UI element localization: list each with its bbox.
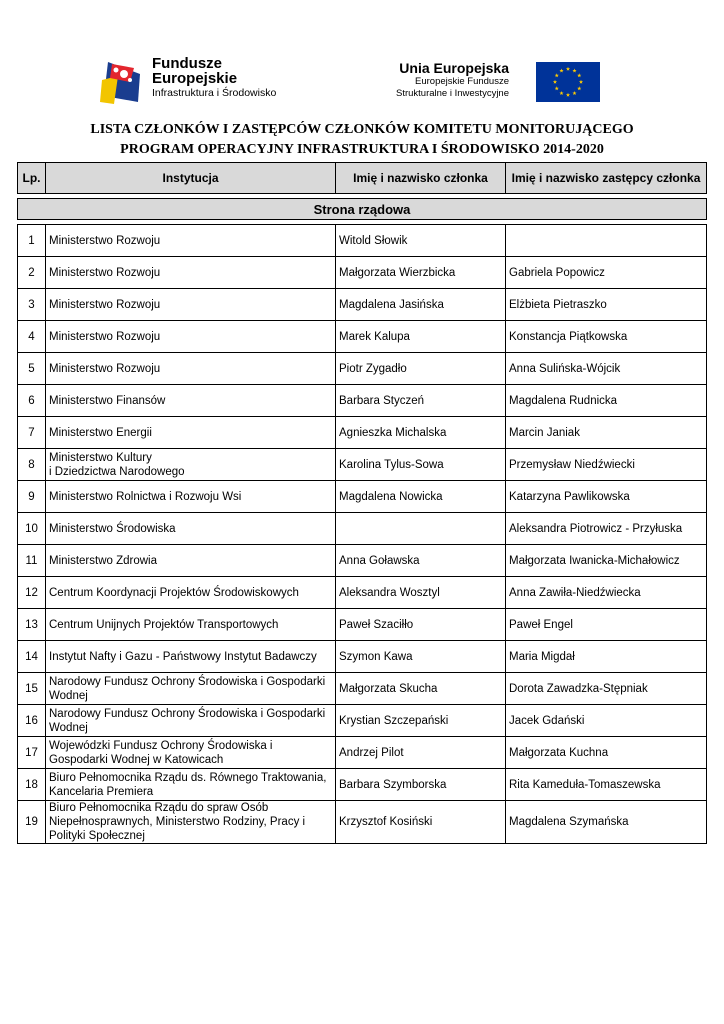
cell-czlonek: Andrzej Pilot <box>336 737 506 769</box>
table-row <box>18 673 707 705</box>
fundusze-logo-line3: Infrastruktura i Środowisko <box>152 87 277 99</box>
cell-czlonek: Magdalena Nowicka <box>336 481 506 513</box>
cell-instytucja: Wojewódzki Fundusz Ochrony Środowiska i Gospodarki Wodnej w Katowicach <box>46 737 336 769</box>
cell-czlonek: Karolina Tylus-Sowa <box>336 449 506 481</box>
cell-lp: 18 <box>18 769 46 801</box>
table-row <box>18 353 707 385</box>
table-header-row <box>18 163 707 194</box>
cell-czlonek: Marek Kalupa <box>336 321 506 353</box>
table-row <box>18 545 707 577</box>
cell-instytucja: Ministerstwo Rozwoju <box>46 321 336 353</box>
table-row <box>18 321 707 353</box>
fundusze-logo-line2: Europejskie <box>152 70 238 87</box>
table-row <box>18 801 707 844</box>
cell-zastepca: Marcin Janiak <box>506 417 707 449</box>
cell-instytucja: Ministerstwo Energii <box>46 417 336 449</box>
table-row <box>18 289 707 321</box>
cell-czlonek: Agnieszka Michalska <box>336 417 506 449</box>
cell-instytucja: Ministerstwo Rozwoju <box>46 257 336 289</box>
cell-czlonek <box>336 513 506 545</box>
header-zastepca: Imię i nazwisko zastępcy członka <box>506 163 707 194</box>
cell-instytucja: Ministerstwo Rozwoju <box>46 225 336 257</box>
table-row <box>18 641 707 673</box>
cell-zastepca: Anna Sulińska-Wójcik <box>506 353 707 385</box>
cell-lp: 3 <box>18 289 46 321</box>
cell-zastepca: Magdalena Szymańska <box>506 801 707 844</box>
cell-zastepca: Małgorzata Iwanicka-Michałowicz <box>506 545 707 577</box>
cell-instytucja: Ministerstwo Finansów <box>46 385 336 417</box>
cell-instytucja: Ministerstwo Środowiska <box>46 513 336 545</box>
header-czlonek: Imię i nazwisko członka <box>336 163 506 194</box>
cell-zastepca: Konstancja Piątkowska <box>506 321 707 353</box>
cell-instytucja: Ministerstwo Zdrowia <box>46 545 336 577</box>
cell-czlonek: Szymon Kawa <box>336 641 506 673</box>
cell-lp: 9 <box>18 481 46 513</box>
header-lp: Lp. <box>18 163 46 194</box>
cell-lp: 14 <box>18 641 46 673</box>
cell-czlonek: Krzysztof Kosiński <box>336 801 506 844</box>
cell-instytucja: Ministerstwo Rozwoju <box>46 289 336 321</box>
cell-lp: 16 <box>18 705 46 737</box>
cell-lp: 13 <box>18 609 46 641</box>
eu-flag-icon <box>536 62 600 102</box>
unia-logo-line2: Europejskie Fundusze <box>415 76 509 87</box>
cell-lp: 8 <box>18 449 46 481</box>
cell-czlonek: Aleksandra Wosztyl <box>336 577 506 609</box>
cell-instytucja: Narodowy Fundusz Ochrony Środowiska i Gospodarki Wodnej <box>46 705 336 737</box>
fundusze-logo-line1: Fundusze <box>152 55 222 72</box>
cell-zastepca: Małgorzata Kuchna <box>506 737 707 769</box>
fundusze-europejskie-mark-icon <box>100 52 146 106</box>
table-row <box>18 481 707 513</box>
cell-zastepca <box>506 225 707 257</box>
table-row <box>18 577 707 609</box>
members-table <box>17 162 707 844</box>
cell-instytucja: Narodowy Fundusz Ochrony Środowiska i Gospodarki Wodnej <box>46 673 336 705</box>
cell-lp: 15 <box>18 673 46 705</box>
table-row <box>18 385 707 417</box>
table-row <box>18 225 707 257</box>
cell-zastepca: Maria Migdał <box>506 641 707 673</box>
cell-zastepca: Anna Zawiła-Niedźwiecka <box>506 577 707 609</box>
cell-zastepca: Gabriela Popowicz <box>506 257 707 289</box>
cell-lp: 2 <box>18 257 46 289</box>
cell-czlonek: Barbara Styczeń <box>336 385 506 417</box>
cell-lp: 19 <box>18 801 46 844</box>
cell-czlonek: Barbara Szymborska <box>336 769 506 801</box>
cell-lp: 5 <box>18 353 46 385</box>
cell-czlonek: Krystian Szczepański <box>336 705 506 737</box>
cell-lp: 12 <box>18 577 46 609</box>
cell-instytucja: Biuro Pełnomocnika Rządu ds. Równego Traktowania, Kancelaria Premiera <box>46 769 336 801</box>
cell-instytucja: Ministerstwo Rolnictwa i Rozwoju Wsi <box>46 481 336 513</box>
cell-zastepca: Aleksandra Piotrowicz - Przyłuska <box>506 513 707 545</box>
cell-lp: 6 <box>18 385 46 417</box>
document-title-line2: PROGRAM OPERACYJNY INFRASTRUKTURA I ŚRODOWISKO 2014-2020 <box>120 142 604 157</box>
cell-lp: 1 <box>18 225 46 257</box>
cell-lp: 4 <box>18 321 46 353</box>
section-row <box>18 199 707 220</box>
section-title: Strona rządowa <box>18 199 707 220</box>
cell-zastepca: Elżbieta Pietraszko <box>506 289 707 321</box>
cell-czlonek: Piotr Zygadło <box>336 353 506 385</box>
document-title-line1: LISTA CZŁONKÓW I ZASTĘPCÓW CZŁONKÓW KOMITETU MONITORUJĄCEGO <box>90 122 634 137</box>
fundusze-europejskie-logo <box>100 52 310 106</box>
table-row <box>18 769 707 801</box>
unia-logo-line1: Unia Europejska <box>399 60 509 76</box>
cell-zastepca: Paweł Engel <box>506 609 707 641</box>
cell-lp: 11 <box>18 545 46 577</box>
cell-zastepca: Rita Kameduła-Tomaszewska <box>506 769 707 801</box>
cell-czlonek: Magdalena Jasińska <box>336 289 506 321</box>
cell-instytucja: Centrum Koordynacji Projektów Środowiskowych <box>46 577 336 609</box>
header-instytucja: Instytucja <box>46 163 336 194</box>
unia-europejska-logo <box>354 60 604 104</box>
cell-zastepca: Magdalena Rudnicka <box>506 385 707 417</box>
cell-zastepca: Katarzyna Pawlikowska <box>506 481 707 513</box>
cell-czlonek: Witold Słowik <box>336 225 506 257</box>
cell-czlonek: Małgorzata Skucha <box>336 673 506 705</box>
cell-lp: 17 <box>18 737 46 769</box>
cell-zastepca: Dorota Zawadzka-Stępniak <box>506 673 707 705</box>
cell-lp: 7 <box>18 417 46 449</box>
cell-zastepca: Jacek Gdański <box>506 705 707 737</box>
table-row <box>18 513 707 545</box>
table-row <box>18 257 707 289</box>
cell-zastepca: Przemysław Niedźwiecki <box>506 449 707 481</box>
unia-logo-line3: Strukturalne i Inwestycyjne <box>396 88 509 99</box>
cell-czlonek: Paweł Szaciłło <box>336 609 506 641</box>
cell-instytucja: Ministerstwo Kultury i Dziedzictwa Narodowego <box>46 449 336 481</box>
cell-instytucja: Biuro Pełnomocnika Rządu do spraw Osób Niepełnosprawnych, Ministerstwo Rodziny, Pracy i Polityki Społecznej <box>46 801 336 844</box>
cell-czlonek: Małgorzata Wierzbicka <box>336 257 506 289</box>
cell-instytucja: Ministerstwo Rozwoju <box>46 353 336 385</box>
cell-czlonek: Anna Goławska <box>336 545 506 577</box>
cell-instytucja: Centrum Unijnych Projektów Transportowych <box>46 609 336 641</box>
cell-instytucja: Instytut Nafty i Gazu - Państwowy Instytut Badawczy <box>46 641 336 673</box>
table-row <box>18 609 707 641</box>
table-row <box>18 705 707 737</box>
table-row <box>18 737 707 769</box>
table-row <box>18 449 707 481</box>
cell-lp: 10 <box>18 513 46 545</box>
table-row <box>18 417 707 449</box>
